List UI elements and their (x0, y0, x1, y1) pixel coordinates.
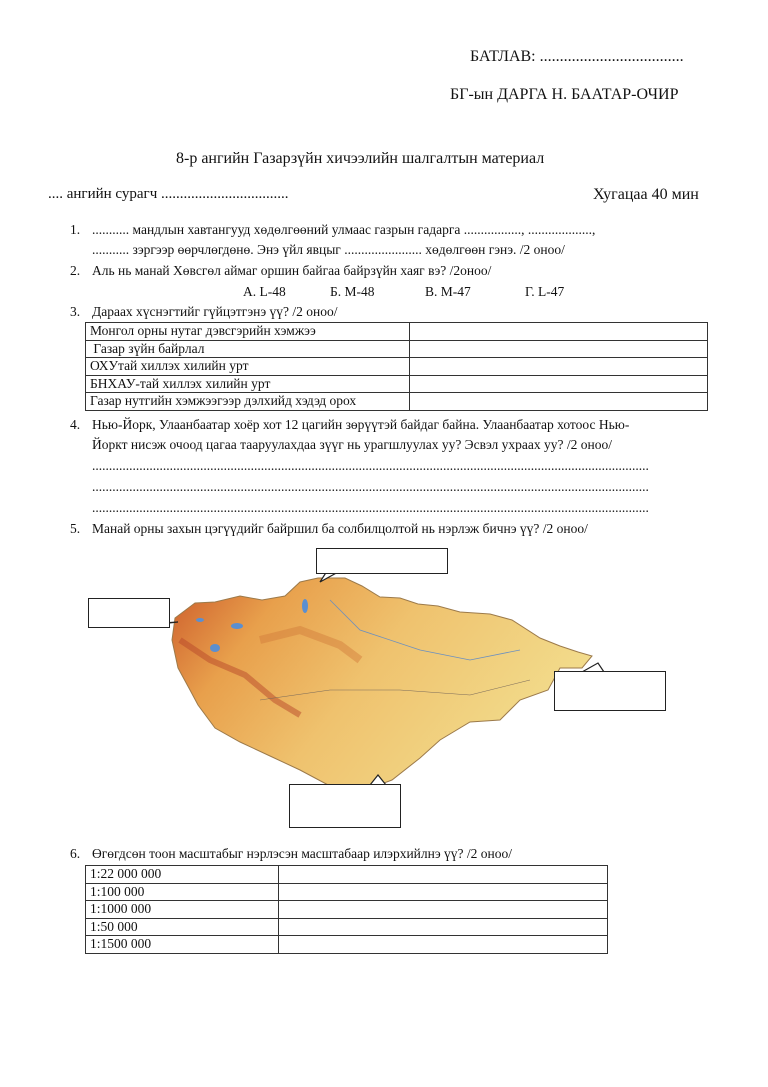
q6-answer-cell[interactable] (279, 936, 608, 954)
time-limit: Хугацаа 40 мин (593, 186, 699, 203)
table-row (86, 883, 608, 901)
east-point-callout[interactable] (554, 671, 666, 711)
q3-row-label: Монгол орны нутаг дэвсгэрийн хэмжээ (86, 323, 410, 341)
map-territory (172, 578, 592, 792)
table-row (86, 866, 608, 884)
q3-number: 3. (70, 304, 81, 319)
q4-line2: Йоркт нисэж очоод цагаа тааруулахдаа зүүг нь урагшлуулах уу? Эсвэл ухраах уу? /2 оноо/ (92, 437, 612, 452)
q2-option-a: А. L-48 (243, 284, 286, 299)
q4-line1: Нью-Йорк, Улаанбаатар хоёр хот 12 цагийн зөрүүтэй байдаг байна. Улаанбаатар хотоос Нью- (92, 417, 630, 432)
lake-shape (231, 623, 243, 629)
scale-value: 1:1500 000 (86, 936, 279, 954)
q3-text: Дараах хүснэгтийг гүйцэтгэнэ үү? /2 оноо/ (92, 304, 338, 319)
page-title: 8-р ангийн Газарзүйн хичээлийн шалгалтын материал (176, 150, 545, 167)
q1-line2: ........... зэргээр өөрчлөгдөнө. Энэ үйл явцыг ....................... хөдөлгөөн гэнэ. /2 оноо/ (92, 242, 565, 257)
approval-line: БАТЛАВ: .................................... (470, 48, 684, 65)
q6-answer-cell[interactable] (279, 883, 608, 901)
south-point-callout[interactable] (289, 784, 401, 828)
student-line: .... ангийн сурагч .................................. (48, 186, 289, 202)
q6-answer-cell[interactable] (279, 901, 608, 919)
q4-answer-dots[interactable]: ..................................................................................................................................................................... (92, 479, 649, 494)
q6-text: Өгөгдсөн тоон масштабыг нэрлэсэн масштабаар илэрхийлнэ үү? /2 оноо/ (92, 846, 513, 861)
q2-number: 2. (70, 263, 81, 278)
lake-shape (302, 599, 308, 613)
q2-option-d: Г. L-47 (525, 284, 565, 299)
q1-line1: ........... мандлын хавтангууд хөдөлгөөний улмаас газрын гадарга ................., ..................., (92, 222, 596, 237)
scale-value: 1:22 000 000 (86, 866, 279, 884)
q6-answer-cell[interactable] (279, 918, 608, 936)
scale-value: 1:100 000 (86, 883, 279, 901)
q6-answer-cell[interactable] (279, 866, 608, 884)
q3-row-label: ОХУтай хиллэх хилийн урт (86, 358, 410, 376)
q5-number: 5. (70, 521, 81, 536)
west-point-callout[interactable] (88, 598, 170, 628)
q2-option-b: Б. М-48 (330, 284, 375, 299)
lake-shape (196, 618, 204, 622)
q4-answer-dots[interactable]: ..................................................................................................................................................................... (92, 458, 649, 473)
q2-option-c: В. М-47 (425, 284, 471, 299)
table-row (86, 901, 608, 919)
q1-number: 1. (70, 222, 81, 237)
director-line: БГ-ын ДАРГА Н. БААТАР-ОЧИР (450, 86, 679, 103)
q6-number: 6. (70, 846, 81, 861)
q3-row-label: Газар нутгийн хэмжээгээр дэлхийд хэдэд орох (86, 393, 410, 411)
q2-text: Аль нь манай Хөвсгөл аймаг оршин байгаа байрзүйн хаяг вэ? /2оноо/ (92, 263, 492, 278)
table-row (86, 918, 608, 936)
q4-number: 4. (70, 417, 81, 432)
q3-row-label: Газар зүйн байрлал (86, 340, 410, 358)
q5-text: Манай орны захын цэгүүдийг байршил ба солбилцолтой нь нэрлэж бичнэ үү? /2 оноо/ (92, 521, 588, 536)
q6-table (85, 865, 608, 954)
scale-value: 1:1000 000 (86, 901, 279, 919)
lake-shape (210, 644, 220, 652)
q3-row-label: БНХАУ-тай хиллэх хилийн урт (86, 375, 410, 393)
table-row (86, 936, 608, 954)
q4-answer-dots[interactable]: ..................................................................................................................................................................... (92, 500, 649, 515)
north-point-callout[interactable] (316, 548, 448, 574)
scale-value: 1:50 000 (86, 918, 279, 936)
